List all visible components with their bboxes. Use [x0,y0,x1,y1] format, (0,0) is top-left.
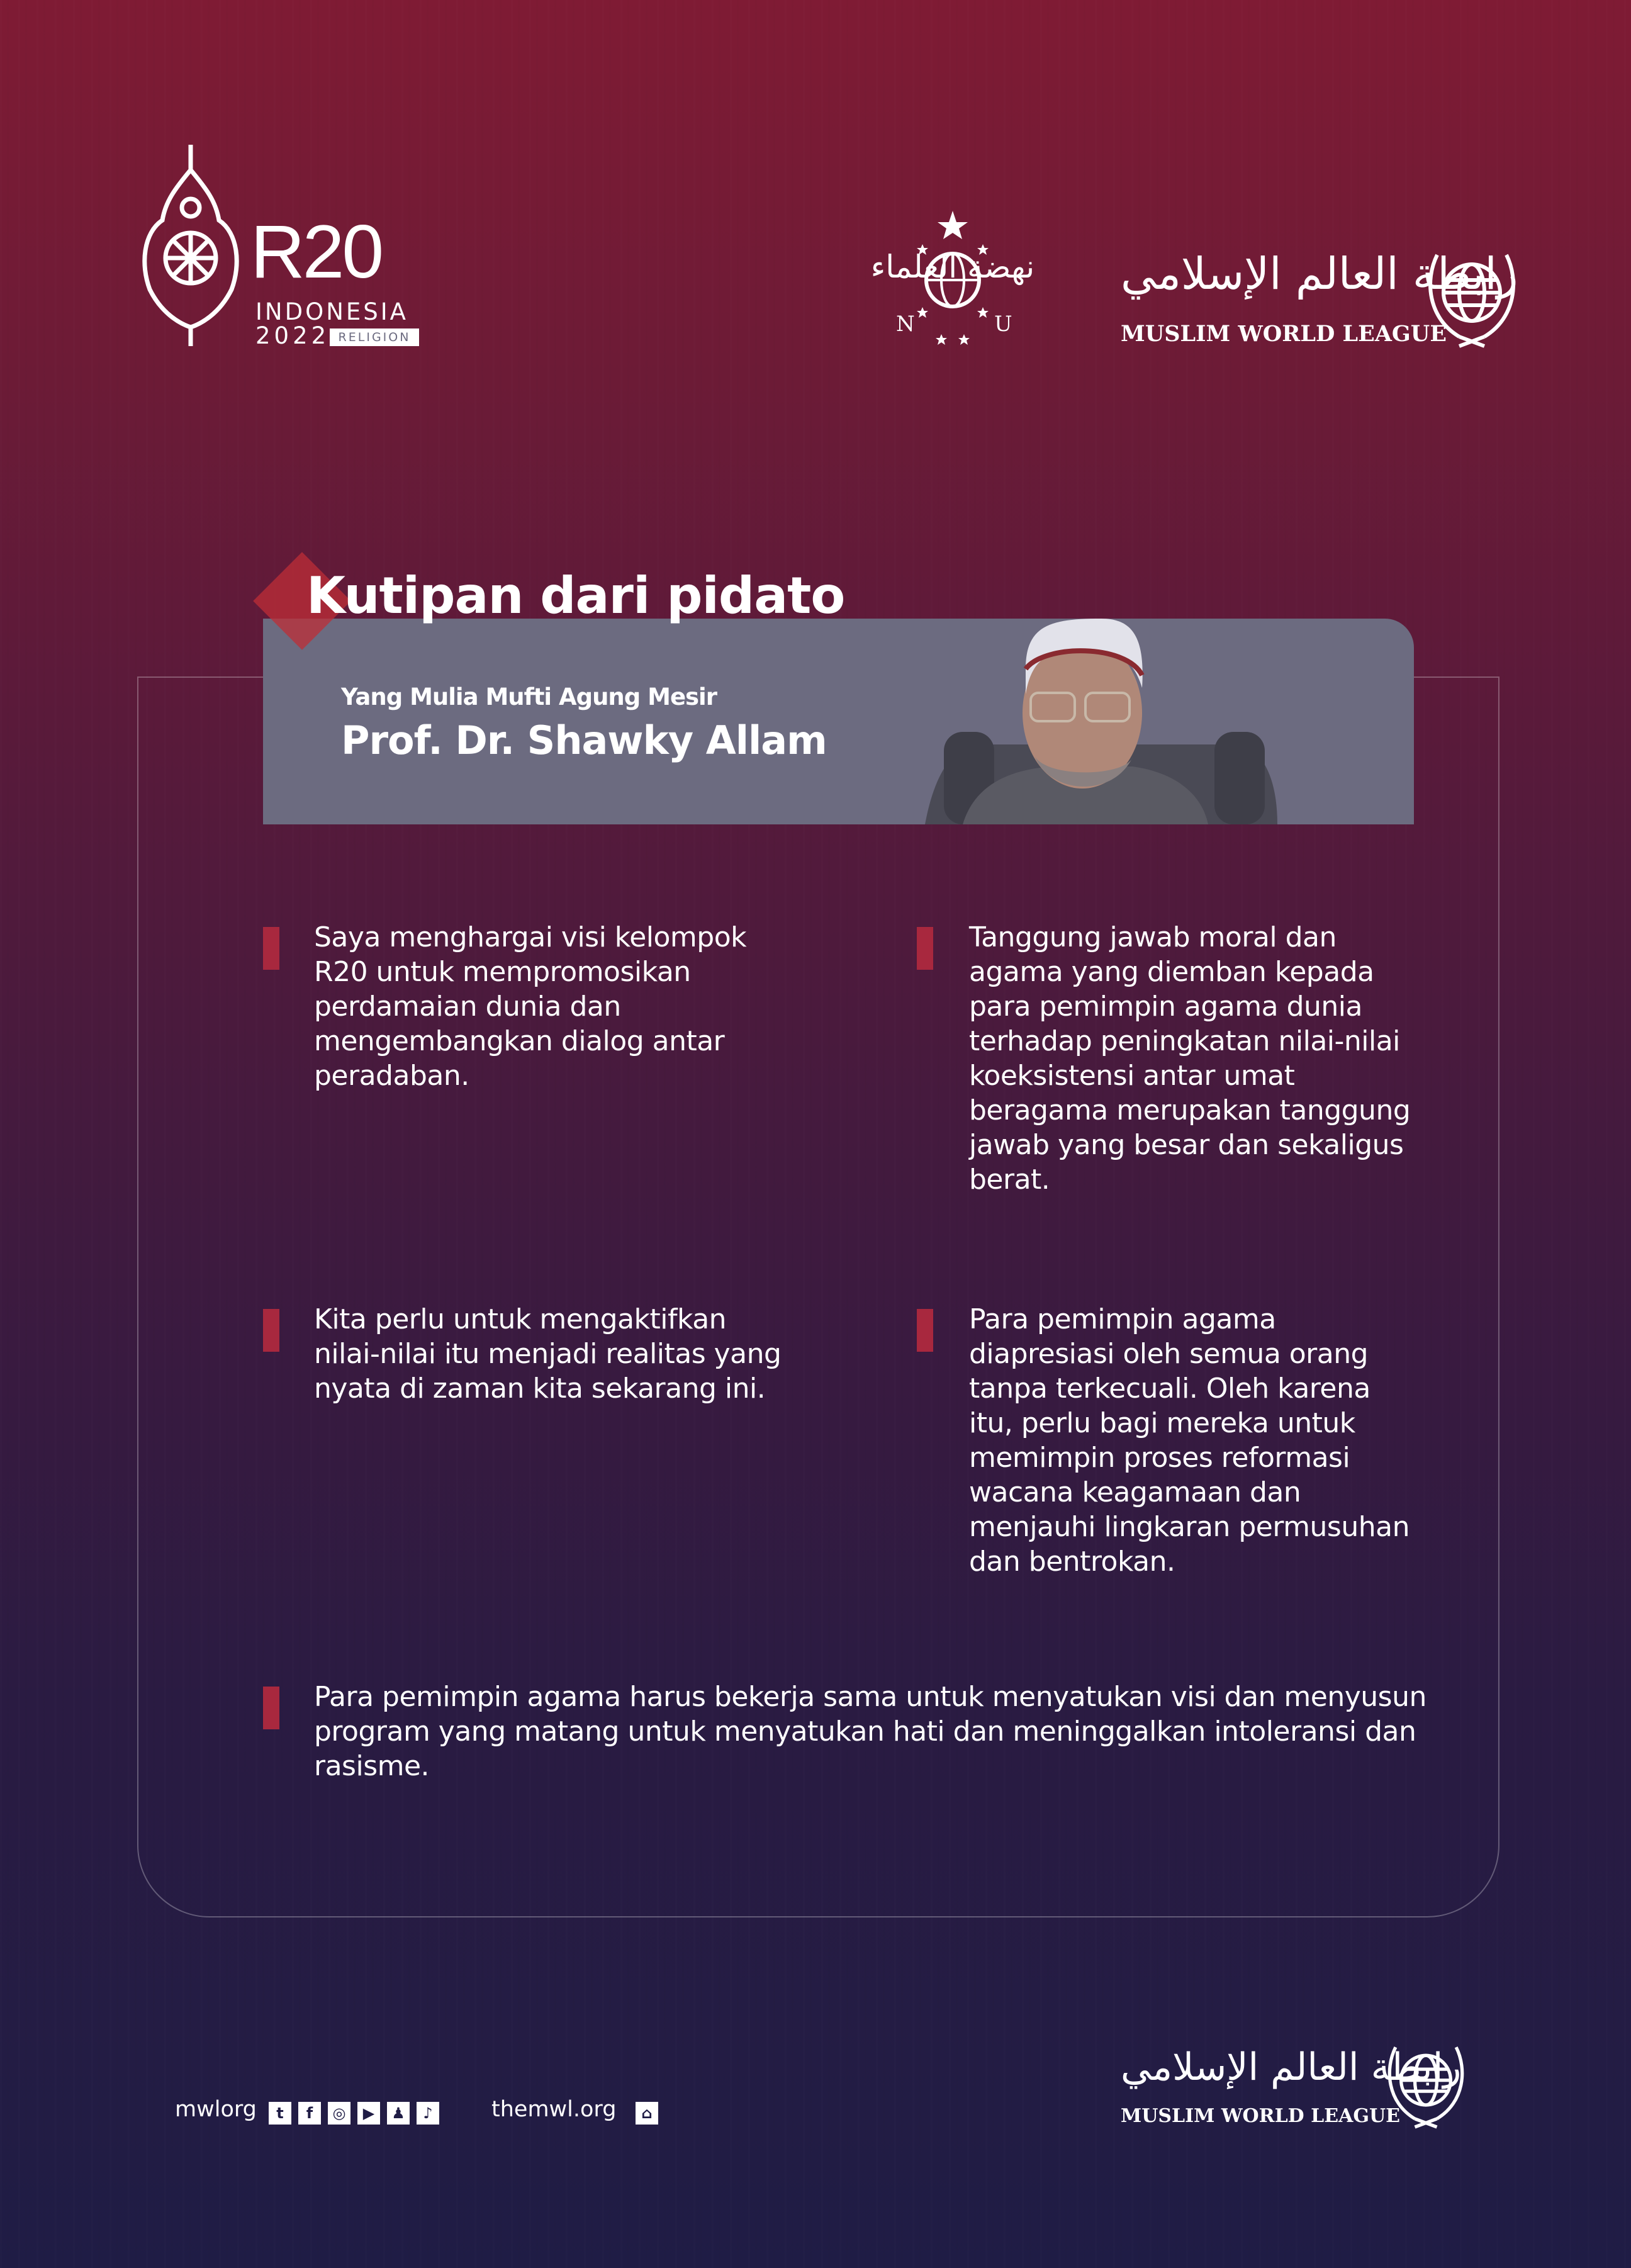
speaker-photo [925,619,1309,824]
facebook-icon[interactable]: f [298,2102,321,2125]
r20-year-text: 2022 [255,322,330,349]
quote-marker [263,1309,279,1352]
r20-country-text: INDONESIA [255,298,408,325]
tiktok-icon[interactable]: ♪ [417,2102,439,2125]
home-icon[interactable]: ⌂ [636,2102,658,2125]
quote-line: mengembangkan dialog antar [314,1025,725,1057]
mwl-arabic-text: رابطة العالم الإسلامي [1121,248,1518,300]
nu-logo [846,211,1060,349]
quote-line: agama yang diemban kepada [969,956,1374,988]
quote-1 [314,920,746,1093]
nu-arabic-text: نهضة العلماء [870,249,1035,285]
quote-line: Saya menghargai visi kelompok [314,921,747,953]
quote-line: program yang matang untuk menyatukan hati dan meninggalkan intoleransi dan [314,1715,1416,1748]
r20-main-text: R20 [250,210,382,294]
quote-line: berat. [969,1164,1050,1196]
quote-line: itu, perlu bagi mereka untuk [969,1407,1355,1439]
quote-line: diapresiasi oleh semua orang [969,1338,1369,1370]
quote-line: memimpin proses reformasi [969,1442,1350,1474]
quote-marker [917,927,933,970]
quote-line: menjauhi lingkaran permusuhan [969,1511,1410,1543]
mwl-english-text: MUSLIM WORLD LEAGUE [1121,2105,1401,2127]
instagram-icon[interactable]: ◎ [328,2102,350,2125]
quote-line: perdamaian dunia dan [314,991,621,1023]
quote-line: para pemimpin agama dunia [969,991,1362,1023]
mwl-emblem-icon [1421,242,1522,349]
mwl-logo-top [1121,233,1523,352]
mwl-emblem-icon [1382,2036,1470,2130]
quote-line: beragama merupakan tanggung [969,1094,1411,1126]
twitter-icon[interactable]: t [269,2102,291,2125]
quote-line: nyata di zaman kita sekarang ini. [314,1373,766,1405]
quote-line: Tanggung jawab moral dan [969,921,1337,953]
quote-line: dan bentrokan. [969,1546,1175,1578]
mwl-english-text: MUSLIM WORLD LEAGUE [1121,321,1447,347]
mwl-logo-bottom [1121,2033,1473,2133]
quote-line: koeksistensi antar umat [969,1060,1295,1092]
speaker-title: Yang Mulia Mufti Agung Mesir [341,683,717,710]
r20-ornament-icon [137,145,244,346]
quote-line: jawab yang besar dan sekaligus [969,1129,1404,1161]
website-link[interactable]: themwl.org [491,2097,617,2122]
quote-line: R20 untuk mempromosikan [314,956,691,988]
quote-marker [917,1309,933,1352]
speaker-card [263,619,1414,824]
quote-marker [263,927,279,970]
r20-tag: RELIGION [330,328,419,346]
quote-line: Para pemimpin agama harus bekerja sama untuk menyatukan visi dan menyusun [314,1681,1426,1713]
quote-line: rasisme. [314,1750,430,1782]
quote-line: nilai-nilai itu menjadi realitas yang [314,1338,782,1370]
speaker-name: Prof. Dr. Shawky Allam [341,717,827,763]
quote-line: tanpa terkecuali. Oleh karena [969,1373,1370,1405]
nu-letter-u: U [994,312,1012,337]
quote-line: Para pemimpin agama [969,1303,1276,1335]
nu-letter-n: N [896,312,915,337]
quote-5 [314,1680,1426,1783]
quote-2 [969,920,1410,1197]
quote-4 [969,1302,1410,1579]
page-title: Kutipan dari pidato [306,566,845,625]
r20-logo [137,145,427,352]
quote-line: Kita perlu untuk mengaktifkan [314,1303,727,1335]
youtube-icon[interactable]: ▶ [357,2102,380,2125]
quote-3 [314,1302,781,1406]
quote-line: peradaban. [314,1060,469,1092]
quote-marker [263,1687,279,1729]
quote-line: wacana keagamaan dan [969,1476,1301,1508]
social-handle[interactable]: mwlorg [175,2097,257,2122]
snapchat-icon[interactable]: ♟ [387,2102,410,2125]
mwl-arabic-text: رابطة العالم الإسلامي [1121,2045,1462,2089]
quote-line: terhadap peningkatan nilai-nilai [969,1025,1400,1057]
